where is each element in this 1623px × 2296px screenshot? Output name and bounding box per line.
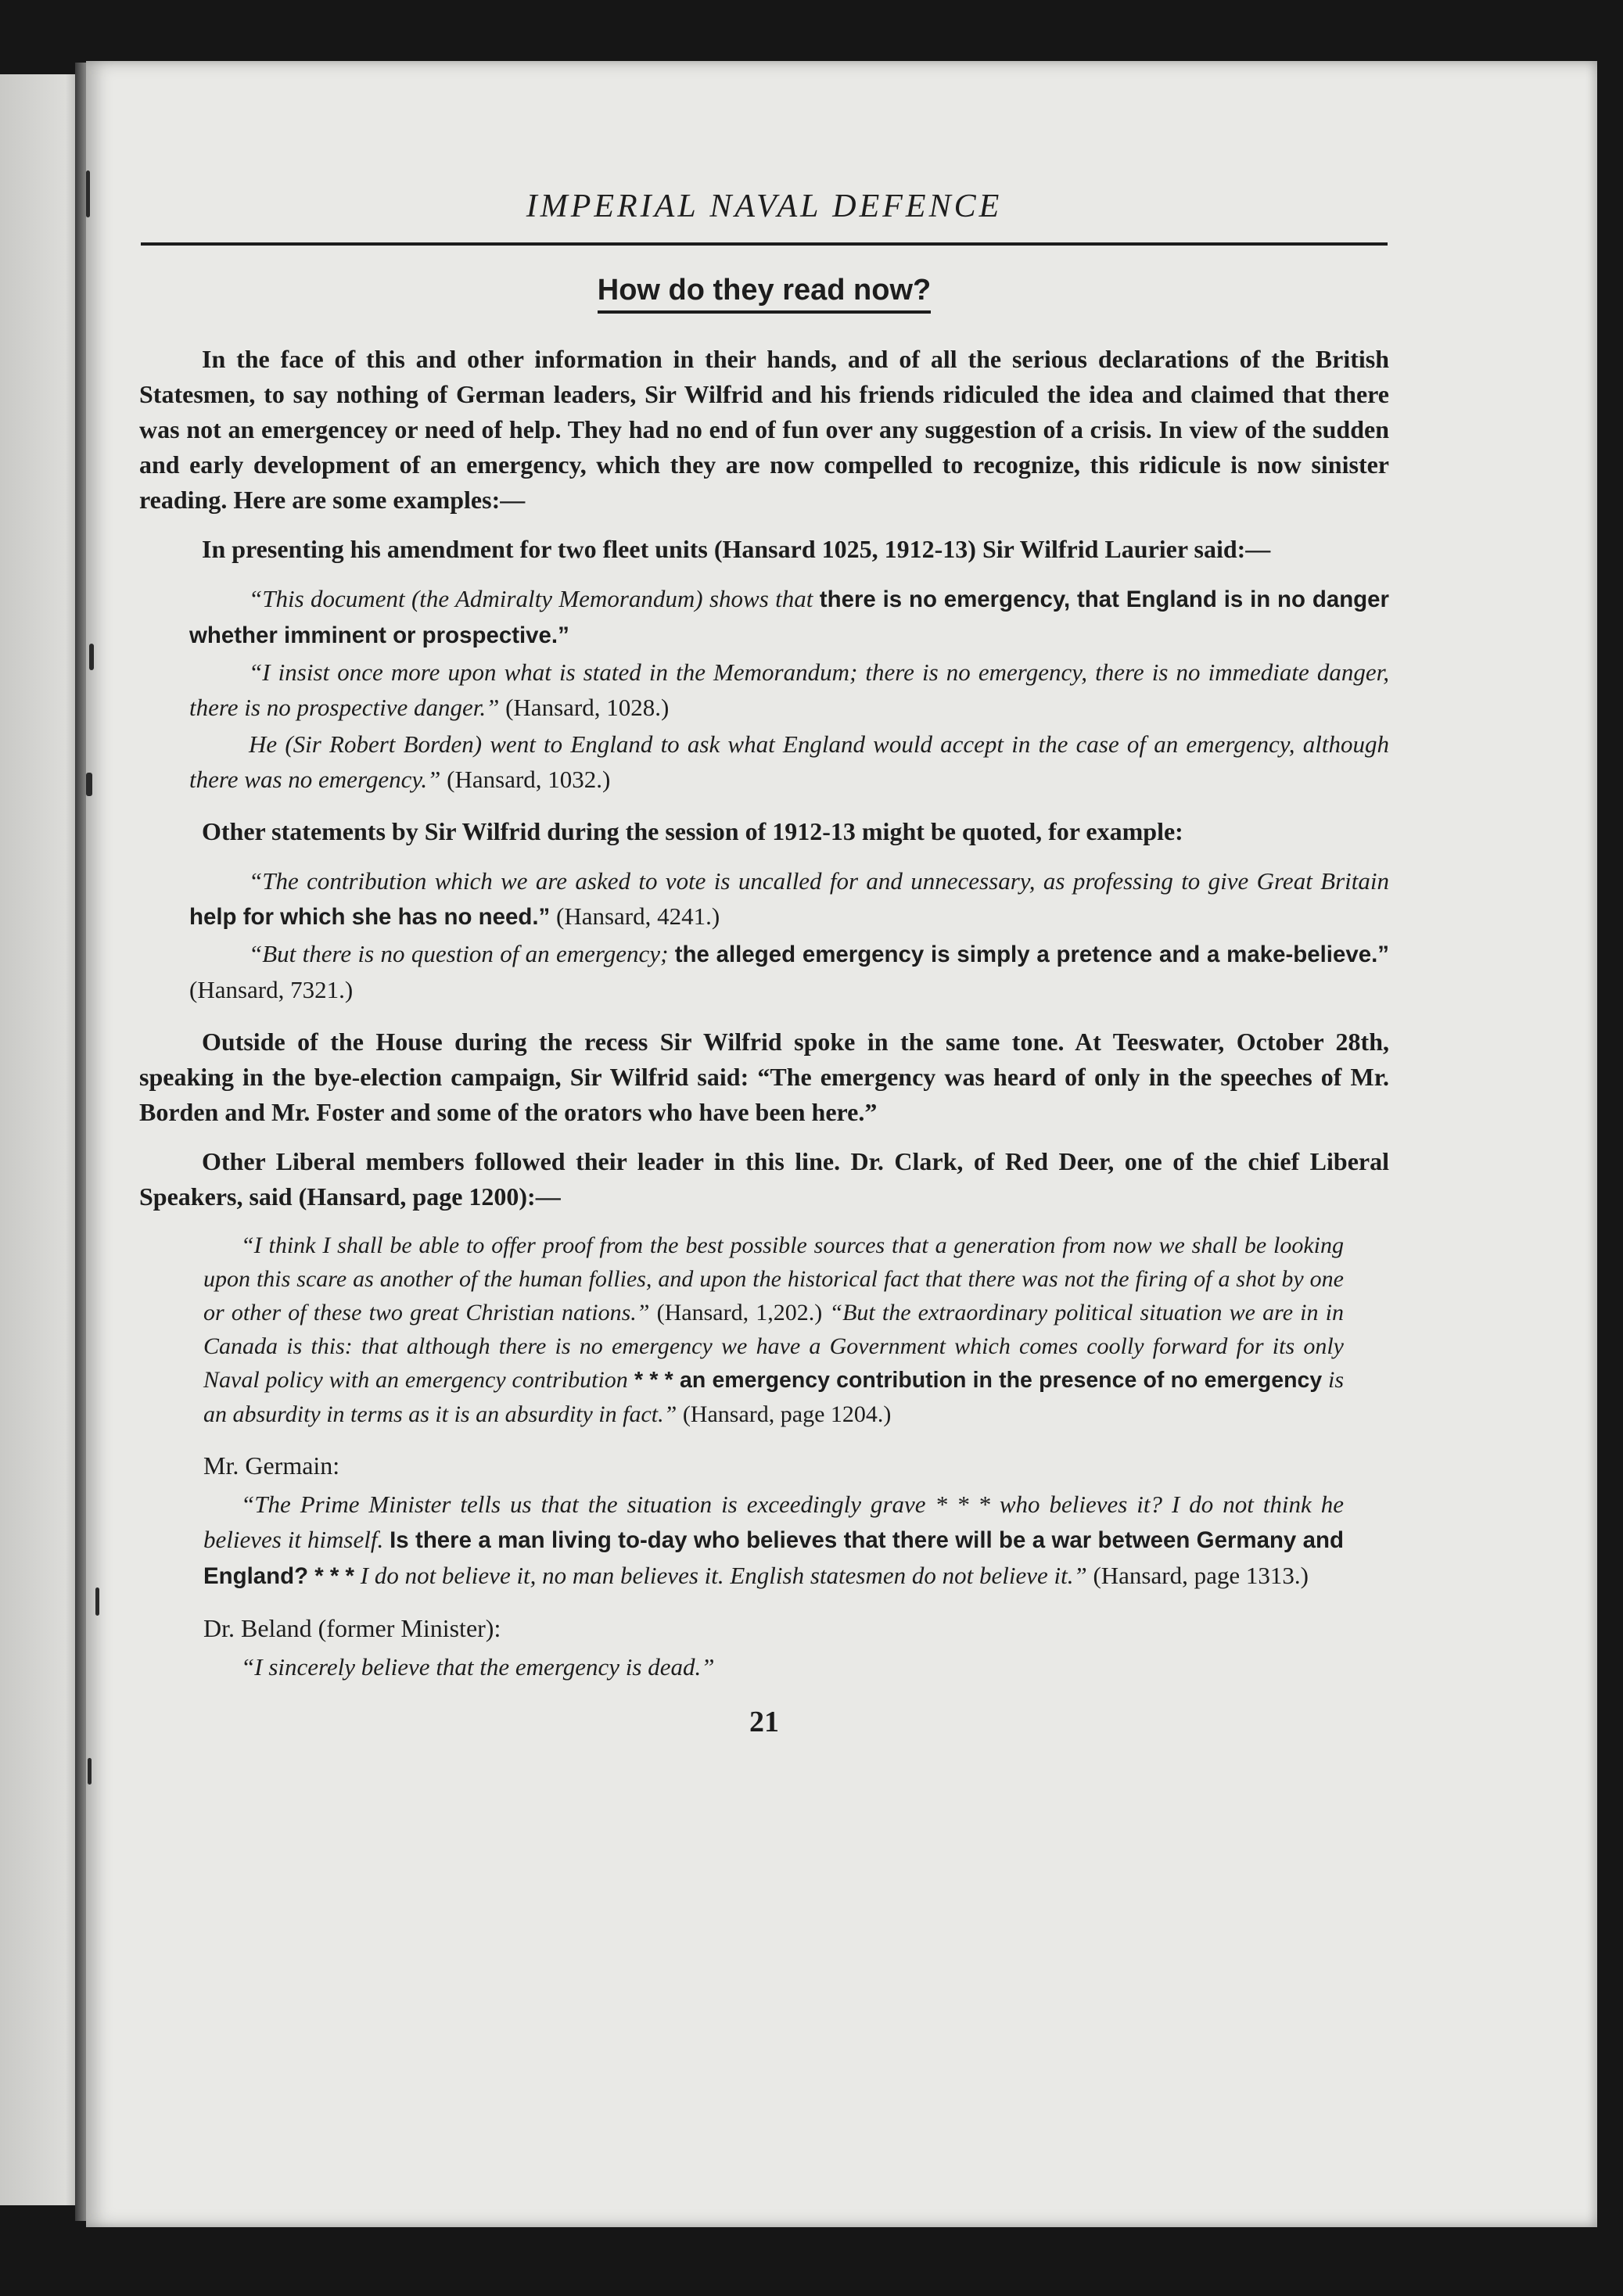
- hansard-reference: (Hansard, 1032.): [440, 766, 611, 793]
- laurier-quote-3: [139, 726, 1389, 797]
- clark-intro-paragraph: Other Liberal members followed their leader in this line. Dr. Clark, of Red Deer, one of the chief Liberal Speakers, said (Hansard, page 1200):—: [139, 1147, 1389, 1211]
- margin-mark: [86, 773, 92, 796]
- beland-quote: [139, 1649, 1389, 1684]
- hansard-reference: (Hansard, 4241.): [550, 902, 720, 930]
- laurier-quote-1: [139, 581, 1389, 653]
- section-title: How do they read now?: [598, 274, 931, 314]
- laurier-quote-2: [139, 655, 1389, 725]
- laurier-quote-4: [139, 863, 1389, 935]
- header-rule: [141, 242, 1388, 246]
- hansard-reference: (Hansard, page 1313.): [1086, 1562, 1309, 1589]
- quote-italic-text: “I sincerely believe that the emergency is dead.”: [241, 1653, 715, 1681]
- quote-emphasis-text: the alleged emergency is simply a pretence and a make-believe.”: [674, 942, 1389, 967]
- quote-italic-text: “I insist once more upon what is stated in the Memorandum; there is no emergency, there is no immediate danger, there is no prospective danger.”: [189, 658, 1389, 721]
- quote-italic-text: is an absurdity in terms as it is an absurdity in fact.”: [203, 1367, 1345, 1427]
- quote-italic-text: “But the extraordinary political situation we are in in Canada is this: that although there is no emergency we have a Government which comes coolly forward for its only Naval policy with an emergency contribution: [203, 1300, 1344, 1393]
- quote-italic-text: “The contribution which we are asked to vote is uncalled for and unnecessary, as professing to give Great Britain: [249, 867, 1389, 895]
- hansard-reference: (Hansard, 7321.): [189, 976, 354, 1003]
- page-content: [139, 188, 1389, 1739]
- hansard-reference: (Hansard, 1028.): [499, 694, 670, 721]
- beland-speaker-label: Dr. Beland (former Minister):: [203, 1614, 501, 1642]
- quote-emphasis-text: help for which she has no need.”: [189, 904, 551, 930]
- hansard-reference: (Hansard, page 1204.): [677, 1401, 892, 1427]
- section-title-wrap: [139, 274, 1389, 314]
- outside-house-paragraph: Outside of the House during the recess Sir Wilfrid spoke in the same tone. At Teeswater, October 28th, speaking in the bye-election campaign, Sir Wilfrid said: “The emergency was heard of only in the speeches of Mr. Borden and Mr. Foster and some of the orators who have been here.”: [139, 1028, 1389, 1126]
- margin-mark: [95, 1587, 99, 1616]
- quote-italic-text: I do not believe it, no man believes it. English statesmen do not believe it.”: [354, 1562, 1087, 1589]
- laurier-intro-paragraph: In presenting his amendment for two fleet units (Hansard 1025, 1912-13) Sir Wilfrid Laurier said:—: [202, 535, 1271, 563]
- quote-italic-text: “The Prime Minister tells us that the situation is exceedingly grave * * * who believes it? I do not think he believes it himself.: [203, 1491, 1344, 1553]
- quote-italic-text: “But there is no question of an emergency;: [249, 940, 675, 967]
- quote-italic-text: “This document (the Admiralty Memorandum) shows that: [249, 585, 820, 612]
- intro-paragraph: In the face of this and other information in their hands, and of all the serious declarations of the British Statesmen, to say nothing of German leaders, Sir Wilfrid and his friends ridiculed the idea and claimed that there was not an emergencey or need of help. They had no end of fun over any suggestion of a crisis. In view of the sudden and early development of an emergency, which they are now compelled to recognize, this ridicule is now sinister reading. Here are some examples:—: [139, 345, 1389, 514]
- laurier-quote-5: [139, 936, 1389, 1007]
- quote-emphasis-text: Is there a man living to-day who believes that there will be a war between Germany and England? * * *: [203, 1527, 1344, 1589]
- quote-emphasis-text: an emergency contribution in the presence of no emergency: [679, 1368, 1323, 1393]
- margin-mark: [88, 1758, 92, 1785]
- germain-speaker-label: Mr. Germain:: [203, 1451, 340, 1480]
- margin-mark: [86, 170, 90, 217]
- other-statements-paragraph: Other statements by Sir Wilfrid during the session of 1912-13 might be quoted, for example:: [202, 817, 1183, 845]
- ellipsis-stars: * * *: [627, 1368, 680, 1393]
- margin-mark: [89, 644, 94, 670]
- quote-italic-text: He (Sir Robert Borden) went to England to ask what England would accept in the case of an emergency, although there was no emergency.”: [189, 730, 1389, 793]
- quote-italic-text: “I think I shall be able to offer proof from the best possible sources that a generation from now we shall be looking upon this scare as another of the human follies, and upon the historical fact that there was not the firing of a shot by one or other of these two great Christian nations.”: [203, 1232, 1344, 1326]
- running-head: IMPERIAL NAVAL DEFENCE: [526, 188, 1003, 224]
- page-number: 21: [749, 1706, 779, 1738]
- clark-quote: [139, 1229, 1389, 1431]
- hansard-reference: (Hansard, 1,202.): [649, 1300, 830, 1326]
- germain-quote: [139, 1487, 1389, 1594]
- quote-emphasis-text: there is no emergency, that England is in no danger whether imminent or prospective.”: [189, 587, 1389, 648]
